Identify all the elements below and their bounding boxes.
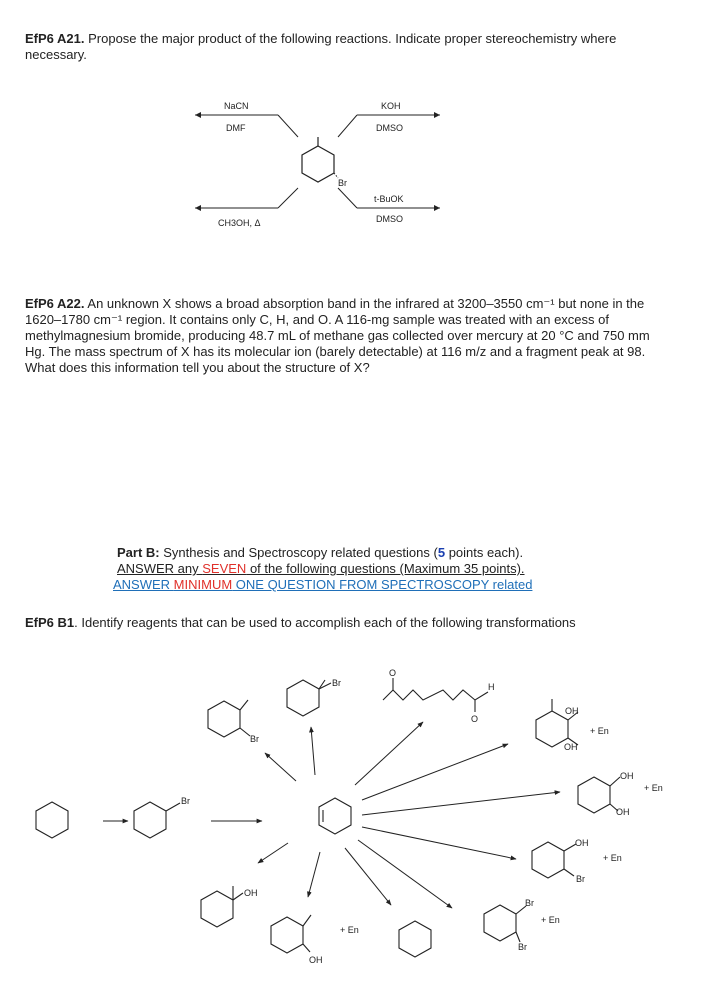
product-bromohydrin-ring xyxy=(532,842,564,878)
label-bromohydrin-oh: OH xyxy=(575,838,589,848)
product-methyl-bond xyxy=(240,700,248,710)
instruction-text: of the following questions (Maximum 35 points). xyxy=(246,561,525,576)
label-diol-1-oh: OH xyxy=(565,706,579,716)
question-id: EfP6 A21. xyxy=(25,31,85,46)
arrow-to-bromohydrin xyxy=(362,827,516,859)
product-br-bond xyxy=(240,728,250,736)
instruction-seven: SEVEN xyxy=(202,561,247,576)
label-tert-alcohol-oh: OH xyxy=(244,888,258,898)
arrow-to-bromomethyl xyxy=(265,753,296,781)
a21-conditions-bl: CH3OH, Δ xyxy=(218,218,261,228)
label-br-bromide: Br xyxy=(332,678,341,688)
product-bromohydrin-br-bond xyxy=(564,869,574,876)
question-id: EfP6 A22. xyxy=(25,296,85,311)
label-carbonyl-o: O xyxy=(471,714,479,724)
bromocyclohexane-br-bond xyxy=(166,803,180,811)
question-text: An unknown X shows a broad absorption band in the infrared at 3200–3550 cm⁻¹ but none in the 1620–1780 cm⁻¹ region. It contains only C, H, and O. A 116-mg sample was treated with an excess of methylmagnesium bromide, producing 48.7 mL of methane gas collected over mercury at 20 °C and 750 mm Hg. The mass spectrum of X has its molecular ion (barely detectable) at 116 m/z and a fragment peak at 98. What does this information tell you about the structure of X? xyxy=(25,296,650,375)
label-dibromide-br-2: Br xyxy=(518,942,527,952)
product-alcohol-methyl xyxy=(303,915,311,926)
arrow-to-ketoaldehyde xyxy=(355,722,423,785)
product-bromide-ring xyxy=(287,680,319,716)
product-diol-2-oh-bond xyxy=(610,777,620,786)
product-diol-2-ring xyxy=(578,777,610,813)
label-dibromide-br: Br xyxy=(525,898,534,908)
label-diol-2-oh-2: OH xyxy=(616,807,630,817)
instruction-text: ANSWER xyxy=(113,577,174,592)
instruction-minimum: MINIMUM xyxy=(173,577,233,592)
label-bromohydrin-br: Br xyxy=(576,874,585,884)
arrow-to-cyclohexane xyxy=(345,848,391,905)
label-dibromide-en: + En xyxy=(541,915,560,925)
a21-solvent-tl: DMF xyxy=(226,123,246,133)
question-id: EfP6 B1 xyxy=(25,615,75,630)
question-text: Propose the major product of the following reactions. Indicate proper stereochemistry where necessary. xyxy=(25,31,617,62)
label-diol-2-en: + En xyxy=(644,783,663,793)
label-alcohol-en: + En xyxy=(340,925,359,935)
a21-reagent-tl: NaCN xyxy=(224,101,249,111)
label-aldehyde-h: H xyxy=(488,682,495,692)
label-diol-1-en: + En xyxy=(590,726,609,736)
a21-reagent-tr: KOH xyxy=(381,101,401,111)
label-diol-1-oh-2: OH xyxy=(564,742,578,752)
a21-solvent-tr: DMSO xyxy=(376,123,403,133)
product-cyclohexane-ring xyxy=(399,921,431,957)
arrow-to-alcohol xyxy=(308,852,320,897)
bromocyclohexane-ring xyxy=(134,802,166,838)
part-b-label: Part B: xyxy=(117,545,160,560)
arrow-to-bromide xyxy=(311,727,315,775)
product-tert-alcohol-oh-bond xyxy=(233,893,243,900)
question-text: . Identify reagents that can be used to accomplish each of the following transformations xyxy=(74,615,576,630)
label-diol-2-oh: OH xyxy=(620,771,634,781)
label-alcohol-oh: OH xyxy=(309,955,323,965)
instruction-text: ONE QUESTION FROM SPECTROSCOPY related xyxy=(232,577,533,592)
label-ketone-o: O xyxy=(389,668,397,678)
central-cyclohexene-ring xyxy=(319,798,351,834)
start-cyclohexane xyxy=(36,802,68,838)
label-bromohydrin-en: + En xyxy=(603,853,622,863)
product-ketoaldehyde-chain xyxy=(383,690,488,700)
a21-br-label: Br xyxy=(338,178,347,188)
product-alcohol-oh-bond xyxy=(303,944,310,952)
product-alcohol-ring xyxy=(271,917,303,953)
label-br-bromocyclohexane: Br xyxy=(181,796,190,806)
arrow-to-tert-alcohol xyxy=(258,843,288,863)
product-dibromide-br-bond-2 xyxy=(516,932,520,942)
arrow-to-dibromide xyxy=(358,840,452,908)
points-value: 5 xyxy=(437,545,446,560)
product-dibromide-ring xyxy=(484,905,516,941)
instruction-text: ANSWER any xyxy=(117,561,203,576)
label-br-bromomethyl: Br xyxy=(250,734,259,744)
arrow-to-diol-1 xyxy=(362,744,508,800)
a21-reagent-br: t-BuOK xyxy=(374,194,404,204)
part-b-subtitle: Synthesis and Spectroscopy related questions ( xyxy=(159,545,438,560)
points-suffix: points each). xyxy=(445,545,524,560)
product-tert-alcohol-ring xyxy=(201,891,233,927)
product-bromomethyl-ring xyxy=(208,701,240,737)
a21-solvent-br: DMSO xyxy=(376,214,403,224)
arrow-to-diol-2 xyxy=(362,792,560,815)
